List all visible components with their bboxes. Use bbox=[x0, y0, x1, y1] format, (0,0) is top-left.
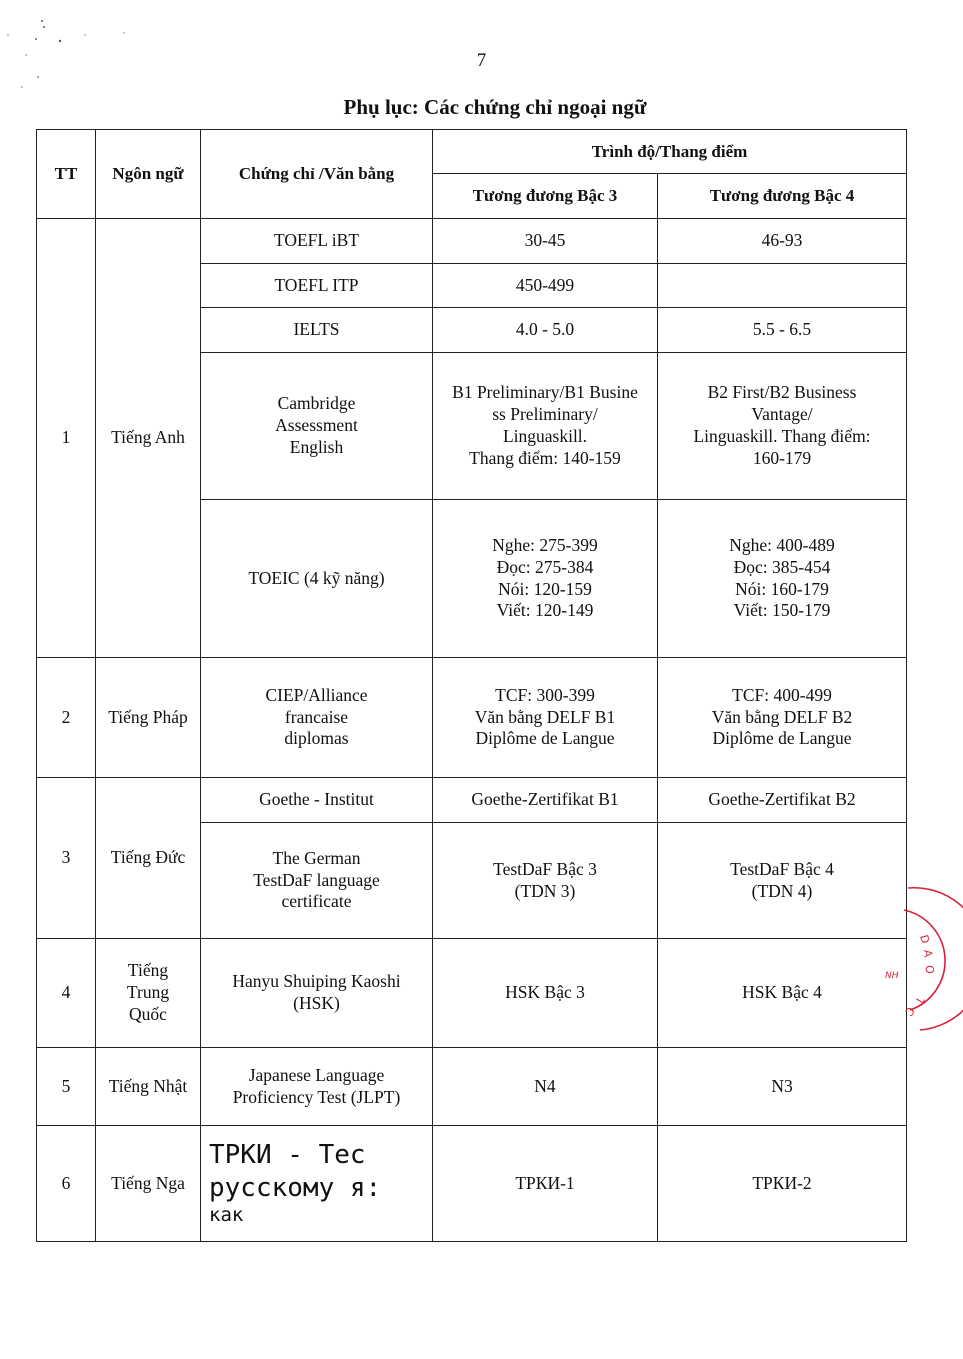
cert-level3-line: Nghe: 275-399 bbox=[492, 534, 598, 555]
cert-level3-line: Linguaskill. bbox=[502, 426, 588, 446]
cert-level3: HSK Bậc 3 bbox=[433, 939, 658, 1048]
row-tt: 3 bbox=[37, 778, 96, 939]
svg-text:D: D bbox=[917, 933, 932, 945]
cert-level4 bbox=[658, 353, 907, 500]
cert-level4: N3 bbox=[658, 1048, 907, 1126]
cert-name-line: CIEP/Alliance bbox=[265, 684, 368, 705]
cert-level4: Goethe-Zertifikat B2 bbox=[658, 778, 907, 823]
cert-level4-line: Nghe: 400-489 bbox=[729, 534, 835, 555]
cert-level4-line: TCF: 400-499 bbox=[732, 684, 832, 705]
cert-level3-line: B1 Preliminary/B1 Busine bbox=[452, 382, 638, 403]
page-number: 7 bbox=[476, 50, 487, 71]
cert-name-line: Japanese Language bbox=[248, 1064, 385, 1085]
row-tt: 4 bbox=[37, 939, 96, 1048]
cert-level4: 46-93 bbox=[658, 219, 907, 264]
header-row bbox=[37, 130, 907, 174]
row-language: Tiếng Anh bbox=[96, 219, 201, 658]
cert-name: TOEFL ITP bbox=[201, 264, 433, 308]
cert-name bbox=[201, 658, 433, 778]
cert-level3-line: Đọc: 275-384 bbox=[496, 556, 594, 577]
cert-level3-line: ss Preliminary/ bbox=[492, 404, 598, 425]
cert-level3: 4.0 - 5.0 bbox=[433, 308, 658, 353]
cert-level4-line: Vantage/ bbox=[751, 404, 813, 425]
cert-name: Goethe - Institut bbox=[201, 778, 433, 823]
svg-text:NH: NH bbox=[885, 971, 899, 981]
red-seal-stamp bbox=[880, 880, 963, 1040]
cert-level4: ТРКИ-2 bbox=[658, 1126, 907, 1242]
cert-level4-line: Viết: 150-179 bbox=[733, 600, 831, 621]
cert-level3-line: Nói: 120-159 bbox=[498, 578, 592, 599]
cert-name-line: Cambridge bbox=[277, 393, 356, 414]
cert-level4 bbox=[658, 658, 907, 778]
svg-text:C: C bbox=[902, 1003, 918, 1019]
cert-name-line: Assessment bbox=[275, 415, 358, 436]
cert-name: IELTS bbox=[201, 308, 433, 353]
row-language bbox=[96, 939, 201, 1048]
cert-level4: HSK Bậc 4 bbox=[658, 939, 907, 1048]
cert-name bbox=[201, 939, 433, 1048]
cert-name: TOEIC (4 kỹ năng) bbox=[201, 500, 433, 658]
cert-level4 bbox=[658, 823, 907, 939]
cert-level4-line: Diplôme de Langue bbox=[712, 728, 852, 749]
row-language: Tiếng Nga bbox=[96, 1126, 201, 1242]
row-tt: 5 bbox=[37, 1048, 96, 1126]
table-row bbox=[37, 1126, 907, 1242]
header-level4: Tương đương Bậc 4 bbox=[658, 174, 907, 219]
row-language: Tiếng Pháp bbox=[96, 658, 201, 778]
cert-level3: 30-45 bbox=[433, 219, 658, 264]
cert-level3-line: (TDN 3) bbox=[514, 880, 576, 901]
table-row bbox=[37, 1048, 907, 1126]
cert-name bbox=[201, 353, 433, 500]
certificate-table bbox=[36, 129, 907, 1242]
svg-text:A: A bbox=[921, 949, 935, 958]
table-row bbox=[37, 658, 907, 778]
cert-level4 bbox=[658, 264, 907, 308]
cert-level3: N4 bbox=[433, 1048, 658, 1126]
cert-name bbox=[201, 823, 433, 939]
cert-name-line: certificate bbox=[281, 891, 352, 912]
cert-name-line: ТРКИ - Тес bbox=[209, 1140, 366, 1171]
cert-name-line: English bbox=[289, 436, 344, 457]
row-tt: 2 bbox=[37, 658, 96, 778]
cert-level3: Goethe-Zertifikat B1 bbox=[433, 778, 658, 823]
header-level-group: Trình độ/Thang điểm bbox=[433, 130, 907, 174]
cert-name-line: как bbox=[209, 1204, 244, 1227]
cert-name-line: francaise bbox=[284, 706, 349, 727]
cert-level3-line: Diplôme de Langue bbox=[475, 728, 615, 749]
header-certificate: Chứng chỉ /Văn bằng bbox=[201, 130, 433, 219]
cert-level4-line: Nói: 160-179 bbox=[735, 578, 829, 599]
table-row bbox=[37, 219, 907, 264]
row-language: Tiếng Nhật bbox=[96, 1048, 201, 1126]
cert-name-line: Proficiency Test (JLPT) bbox=[232, 1086, 401, 1107]
cert-level4-line: (TDN 4) bbox=[751, 880, 813, 901]
cert-name-line: The German bbox=[272, 847, 361, 868]
cert-name-line: Hanyu Shuiping Kaoshi bbox=[232, 971, 401, 992]
cert-name bbox=[201, 1048, 433, 1126]
cert-level4-line: Đọc: 385-454 bbox=[733, 556, 831, 577]
cert-level4-line: Văn bằng DELF B2 bbox=[711, 706, 853, 727]
cert-name bbox=[201, 1126, 433, 1242]
row-tt: 6 bbox=[37, 1126, 96, 1242]
cert-level4-line: Linguaskill. Thang điểm: bbox=[693, 426, 871, 446]
cert-level4-line: B2 First/B2 Business bbox=[707, 382, 857, 403]
cert-level3: ТРКИ-1 bbox=[433, 1126, 658, 1242]
cert-level3-line: Viết: 120-149 bbox=[496, 600, 594, 621]
cert-level4: 5.5 - 6.5 bbox=[658, 308, 907, 353]
cert-name: TOEFL iBT bbox=[201, 219, 433, 264]
row-language-line: Quốc bbox=[129, 1003, 167, 1024]
cert-name-line: русскому я: bbox=[209, 1172, 382, 1203]
cert-level4-line: 160-179 bbox=[752, 447, 812, 468]
row-tt: 1 bbox=[37, 219, 96, 658]
cert-name-line: (HSK) bbox=[293, 993, 340, 1013]
cert-level4 bbox=[658, 500, 907, 658]
row-language-line: Trung bbox=[126, 982, 170, 1003]
cert-level3 bbox=[433, 500, 658, 658]
row-language: Tiếng Đức bbox=[96, 778, 201, 939]
row-language-line: Tiếng bbox=[127, 960, 169, 981]
cert-level3-line: TestDaF Bậc 3 bbox=[493, 858, 597, 879]
cert-name-line: TestDaF language bbox=[253, 869, 380, 890]
cert-level3 bbox=[433, 658, 658, 778]
cert-level3-line: Thang điểm: 140-159 bbox=[469, 447, 621, 468]
cert-name-line: diplomas bbox=[284, 728, 349, 749]
cert-level4-line: TestDaF Bậc 4 bbox=[730, 858, 834, 879]
table-row bbox=[37, 939, 907, 1048]
header-language: Ngôn ngữ bbox=[96, 130, 201, 219]
header-level3: Tương đương Bậc 3 bbox=[433, 174, 658, 219]
cert-level3 bbox=[433, 823, 658, 939]
cert-level3: 450-499 bbox=[433, 264, 658, 308]
table-row bbox=[37, 778, 907, 823]
header-tt: TT bbox=[37, 130, 96, 219]
svg-text:T: T bbox=[912, 994, 927, 1007]
page-title: Phụ lục: Các chứng chỉ ngoại ngữ bbox=[343, 95, 647, 119]
cert-level3-line: Văn bằng DELF B1 bbox=[474, 706, 616, 727]
cert-level3 bbox=[433, 353, 658, 500]
svg-text:O: O bbox=[922, 964, 936, 975]
cert-level3-line: TCF: 300-399 bbox=[495, 684, 595, 705]
